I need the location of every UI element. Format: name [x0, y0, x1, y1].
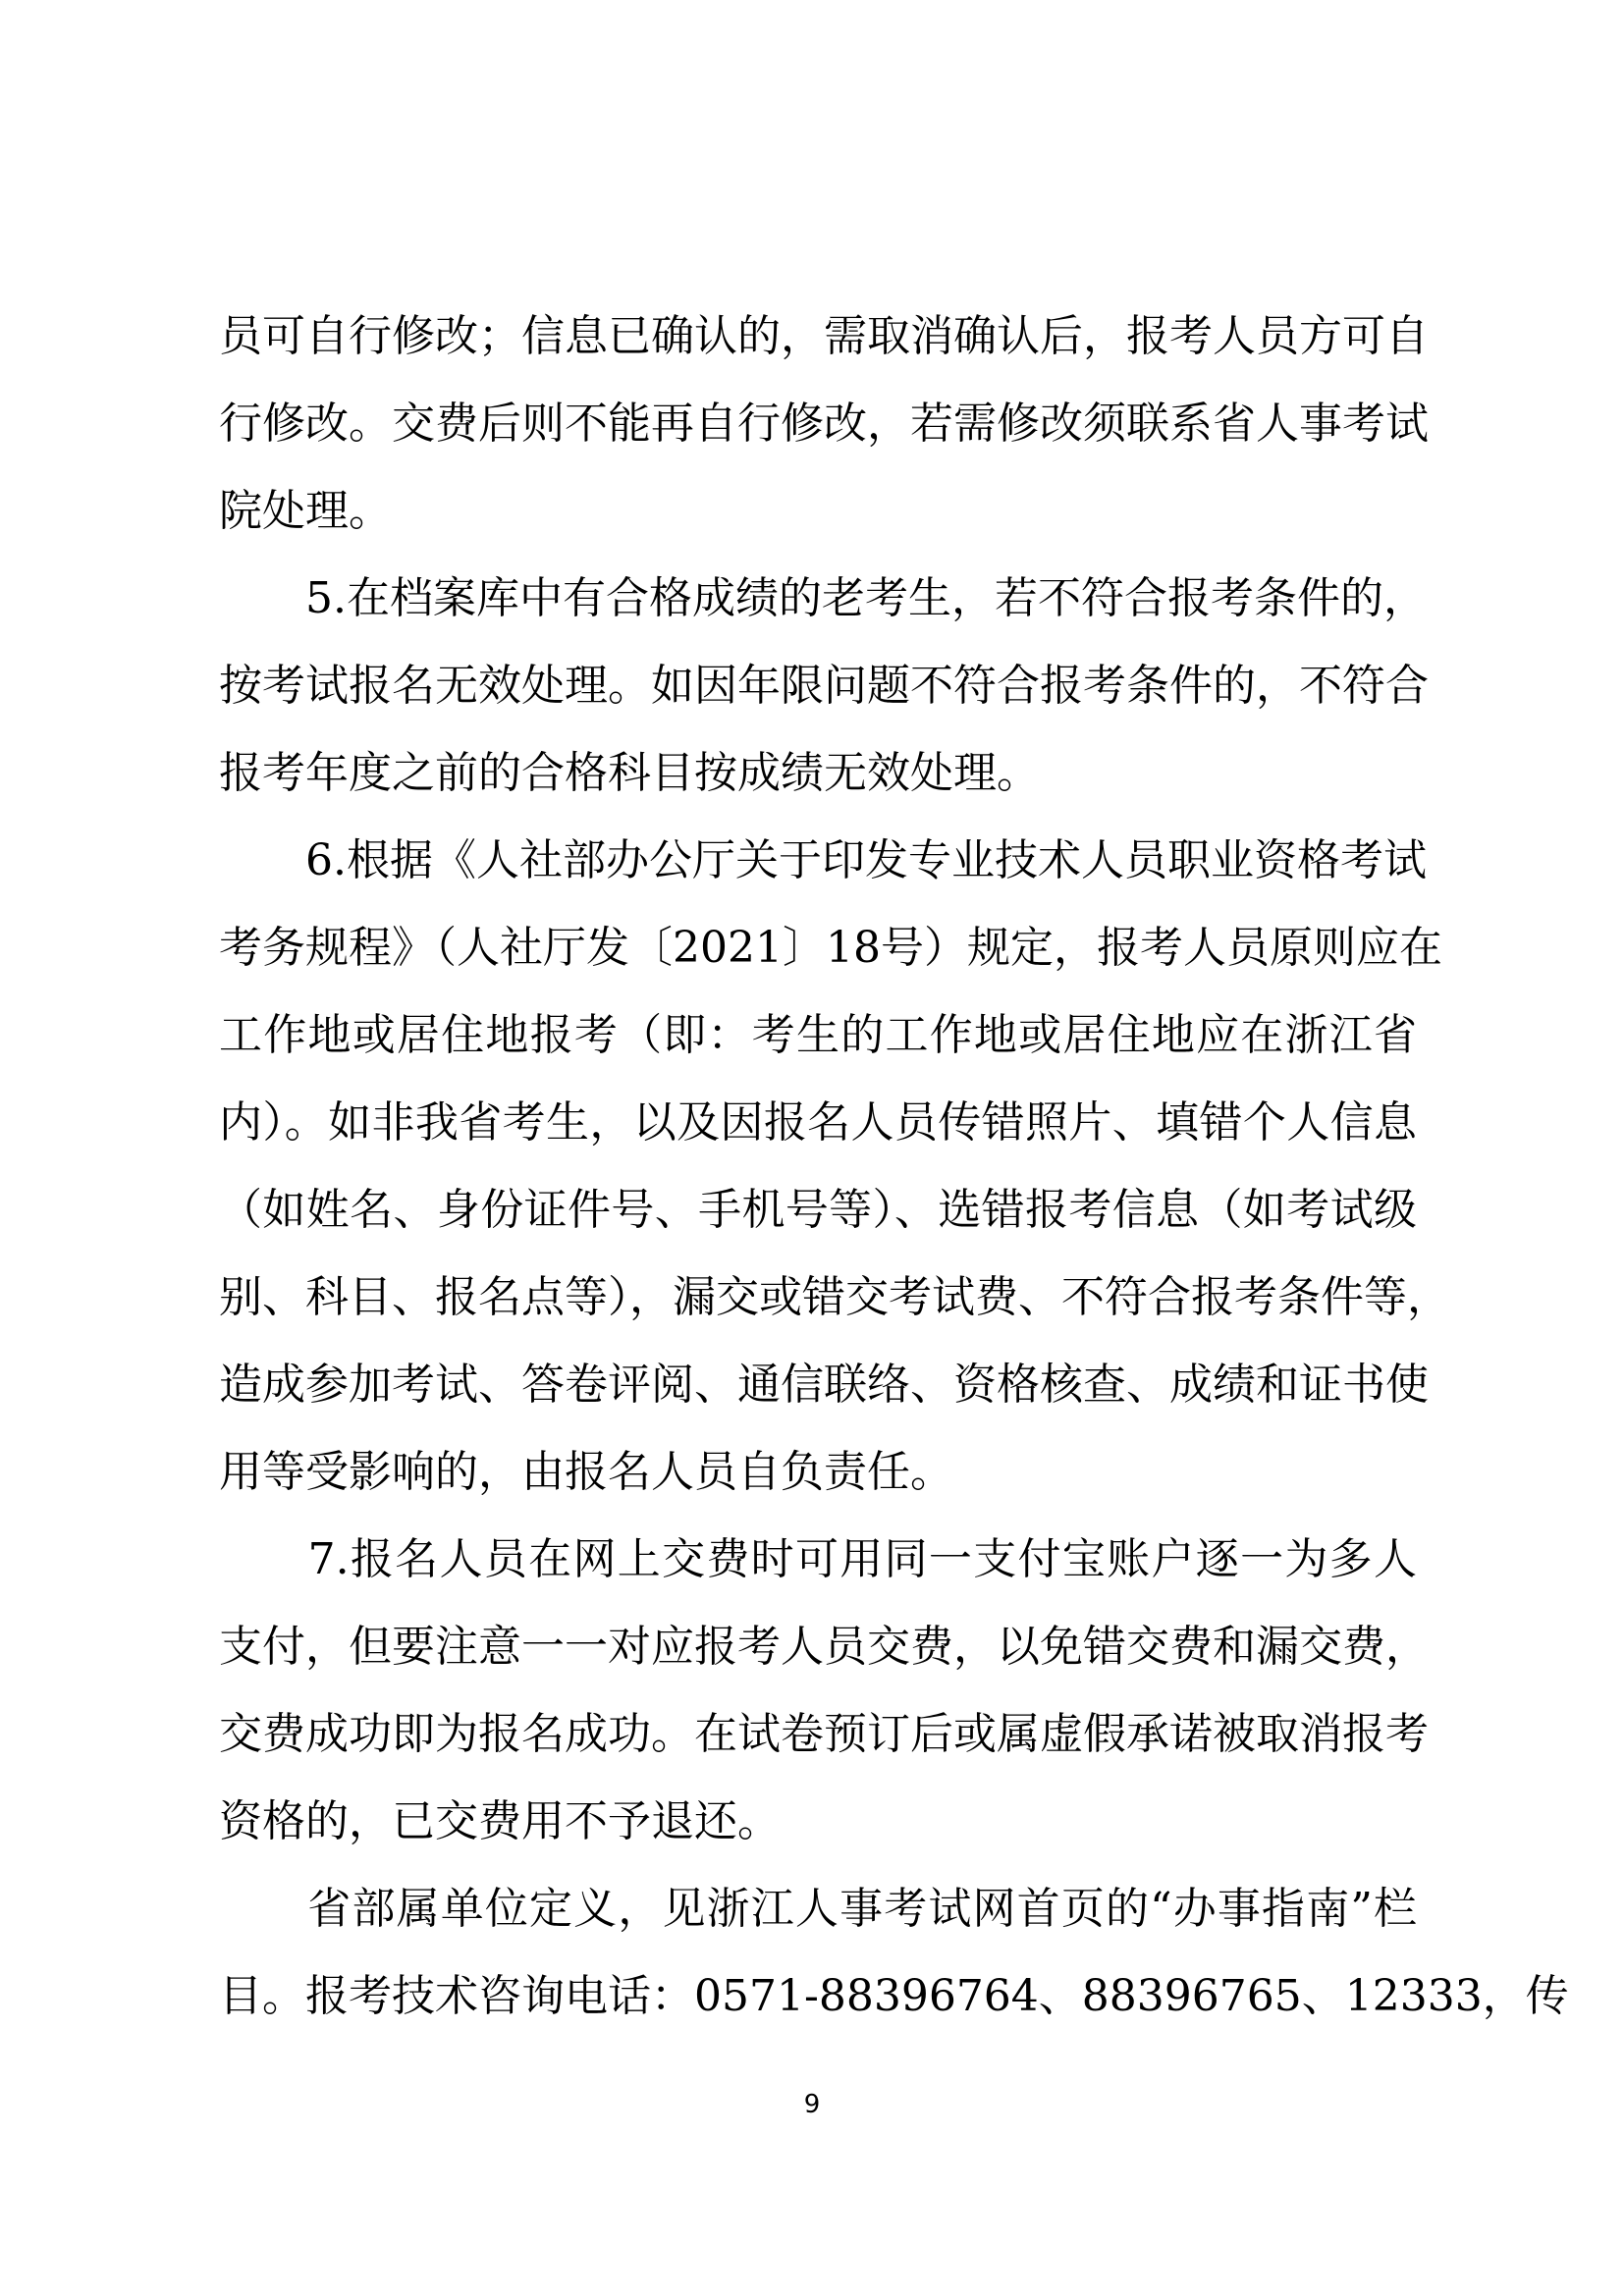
body-line-16: 支付，但要注意一一对应报考人员交费，以免错交费和漏交费，	[219, 1622, 1429, 1672]
body-line-2: 行修改。交费后则不能再自行修改，若需修改须联系省人事考试	[219, 399, 1429, 449]
body-line-5: 按考试报名无效处理。如因年限问题不符合报考条件的，不符合	[219, 661, 1429, 711]
body-line-19: 省部属单位定义，见浙江人事考试网首页的“办事指南”栏	[219, 1884, 1417, 1934]
body-line-6: 报考年度之前的合格科目按成绩无效处理。	[219, 748, 1040, 798]
body-line-17: 交费成功即为报名成功。在试卷预订后或属虚假承诺被取消报考	[219, 1709, 1429, 1759]
body-line-12: 别、科目、报名点等），漏交或错交考试费、不符合报考条件等，	[219, 1272, 1450, 1322]
body-line-9: 工作地或居住地报考（即：考生的工作地或居住地应在浙江省	[219, 1010, 1417, 1060]
body-line-20: 目。报考技术咨询电话：0571-88396764、88396765、12333，传	[219, 1971, 1569, 2021]
body-line-7: 6.根据《人社部办公厅关于印发专业技术人员职业资格考试	[219, 835, 1427, 885]
body-line-10: 内）。如非我省考生，以及因报名人员传错照片、填错个人信息	[219, 1097, 1417, 1148]
body-line-11: （如姓名、身份证件号、手机号等）、选错报考信息（如考试级	[219, 1185, 1417, 1235]
body-line-8: 考务规程》（人社厅发〔2021〕18号）规定，报考人员原则应在	[219, 923, 1442, 973]
body-line-3: 院处理。	[219, 486, 392, 536]
body-line-4: 5.在档案库中有合格成绩的老考生，若不符合报考条件的，	[219, 573, 1427, 623]
body-line-18: 资格的，已交费用不予退还。	[219, 1796, 781, 1846]
body-line-15: 7.报名人员在网上交费时可用同一支付宝账户逐一为多人	[219, 1534, 1417, 1584]
body-line-13: 造成参加考试、答卷评阅、通信联络、资格核查、成绩和证书使	[219, 1360, 1429, 1410]
body-line-14: 用等受影响的，由报名人员自负责任。	[219, 1447, 953, 1497]
body-line-1: 员可自行修改；信息已确认的，需取消确认后，报考人员方可自	[219, 311, 1429, 361]
page-number: 9	[803, 2090, 821, 2119]
